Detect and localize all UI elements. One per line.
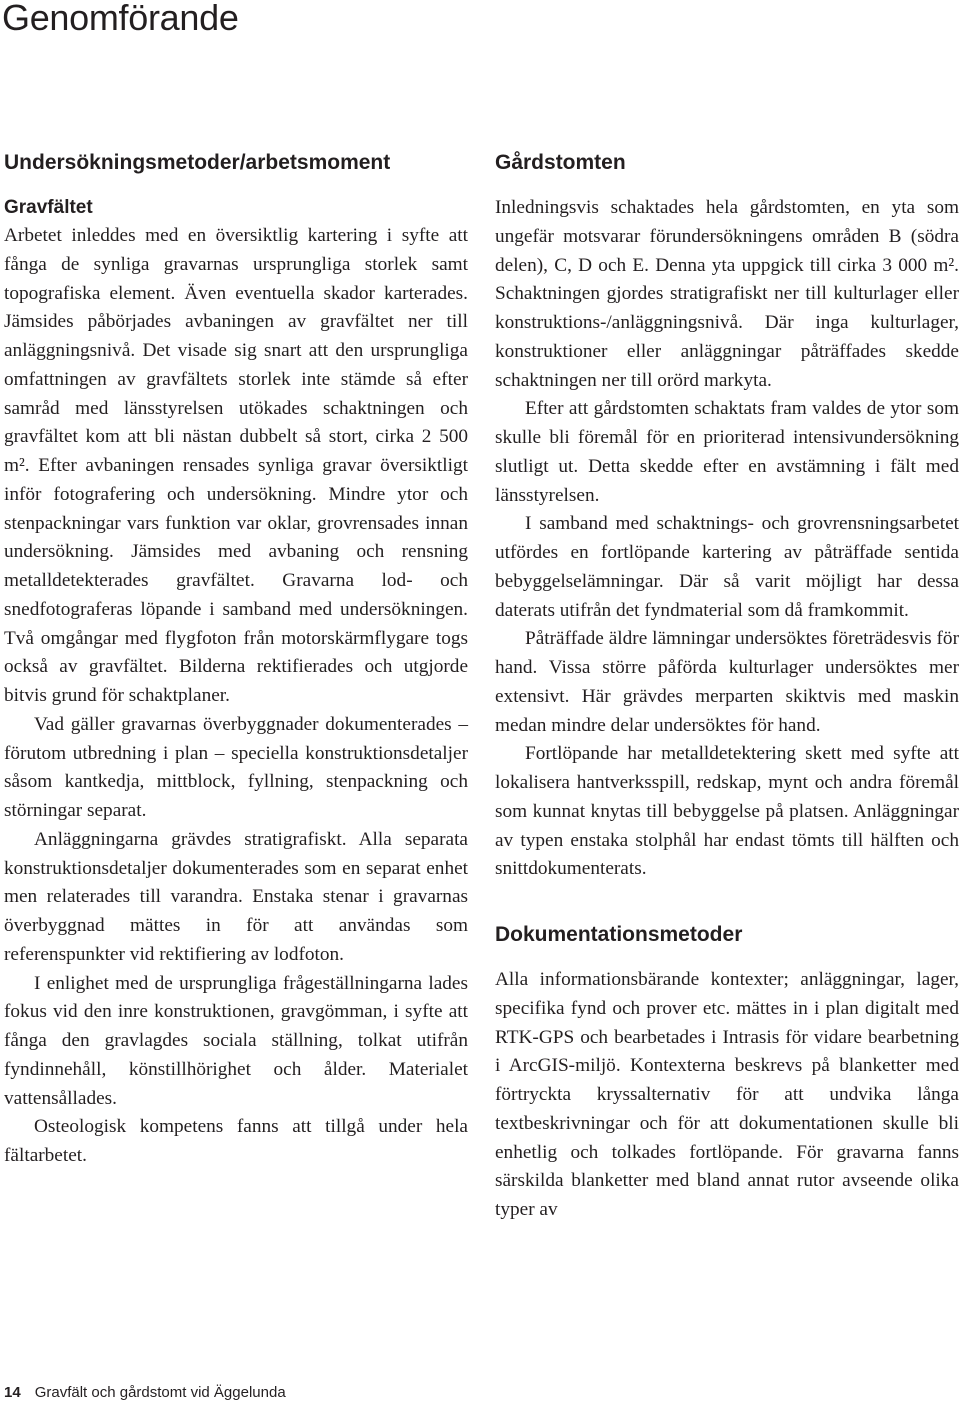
running-title: Gravfält och gårdstomt vid Äggelunda: [34, 1384, 286, 1401]
paragraph: Inledningsvis schaktades hela gårdstomten, en yta som ungefär motsvarar förundersökningens områden B (södra delen), C, D och E. Denna yta uppgick till cirka 3 000 m². Schaktningen gjordes stratigrafiskt ner till kulturlager eller konstruktions-/anläggningsnivå. Där inga kulturlager, konstruktioner eller anläggningar påträffades skedde schaktningen ner till orörd markyta.: [495, 197, 959, 391]
paragraph: Vad gäller gravarnas överbyggnader dokumenterades – förutom utbredning i plan – speciella konstruktionsdetaljer såsom kantkedja, mittblock, fyllning, stenpackning och störningar separat.: [4, 713, 468, 821]
page-title: Genomförande: [2, 0, 239, 38]
paragraph: Efter att gårdstomten schaktats fram valdes de ytor som skulle bli föremål för en prioriterad intensivundersökning slutligt ut. Detta skedde efter en avstämning i fält med länsstyrelsen.: [495, 398, 959, 506]
paragraph: I samband med schaktnings- och grovrensningsarbetet utfördes en fortlöpande kartering av påträffade sentida bebyggelselämningar. Där så varit möjligt har dessa daterats utifrån det fyndmaterial som då framkommit.: [495, 513, 959, 621]
right-body-text-2: [495, 966, 959, 1225]
section-heading-documentation: Dokumentationsmetoder: [495, 923, 743, 946]
paragraph: Anläggningarna grävdes stratigrafiskt. Alla separata konstruktionsdetaljer dokumenterades som en separat enhet men relaterades till varandra. Enstaka stenar i gravarnas överbyggnad mättes in för att användas som referenspunkter vid rektifiering av lodfoton.: [4, 828, 468, 965]
section-heading-methods: Undersökningsmetoder/arbetsmoment: [4, 151, 391, 174]
section-heading-gardstomten: Gårdstomten: [495, 151, 626, 174]
paragraph: Arbetet inleddes med en översiktlig kartering i syfte att fånga de synliga gravarnas ursprungliga storlek samt topografiska element. Även eventuella skador karterades. Jämsides påbörjades avbaningen av gravfältet ner till anläggningsnivå. Det visade sig snart att den ursprungliga omfattningen av gravfältets storlek inte stämde så efter samråd med länsstyrelsen utökades schaktningen och gravfältet kom att bli nästan dubbelt så stort, cirka 2 500 m². Efter avbaningen rensades synliga gravar översiktligt inför fotografering och undersökning. Mindre ytor och stenpackningar vars funktion var oklar, grovrensades innan undersökning. Jämsides med avbaning och rensning metalldetekterades gravfältet. Gravarna lod- och snedfotograferas löpande i samband med undersökningen. Två omgångar med flygfoton från motorskärmflygare togs också av gravfältet. Bilderna rektifierades och utgjorde bitvis grund för schaktplaner.: [4, 225, 468, 706]
right-body-text: [495, 194, 959, 884]
subheading-gravfaltet: Gravfältet: [4, 197, 93, 218]
paragraph: Osteologisk kompetens fanns att tillgå under hela fältarbetet.: [4, 1116, 468, 1166]
paragraph: I enlighet med de ursprungliga frågeställningarna lades fokus vid den inre konstruktionen, gravgömman, i syfte att fånga den gravlagdes sociala ställning, tolkat utifrån fyndinnehåll, könstillhörighet och ålder. Materialet vattensållades.: [4, 972, 468, 1109]
right-column: [495, 148, 959, 1225]
page-footer: [4, 1384, 286, 1402]
paragraph: Påträffade äldre lämningar undersöktes företrädesvis för hand. Vissa större påförda kulturlager undersöktes mer extensivt. Här grävdes merparten skiktvis med maskin medan mindre delar undersöktes för hand.: [495, 628, 959, 736]
page-number: 14: [4, 1384, 21, 1401]
paragraph: Alla informationsbärande kontexter; anläggningar, lager, specifika fynd och prover etc. mättes in i plan digitalt med RTK-GPS och bearbetades i Intrasis för vidare bearbetning i ArcGIS-miljö. Kontexterna beskrevs på blanketter med förtryckta kryssalternativ för att undvika långa textbeskrivningar och för att dokumentationen skulle bli enhetlig och tolkades fortlöpande. För gravarna fanns särskilda blanketter med bland annat rutor avseende olika typer av: [495, 969, 959, 1220]
left-column: [4, 148, 468, 1171]
left-body-text: [4, 222, 468, 1171]
paragraph: Fortlöpande har metalldetektering skett med syfte att lokalisera hantverksspill, redskap, mynt och andra föremål som kunnat knytas till bebyggelse på platsen. Anläggningar av typen enstaka stolphål har endast tömts till hälften och snittdokumenterats.: [495, 743, 959, 880]
